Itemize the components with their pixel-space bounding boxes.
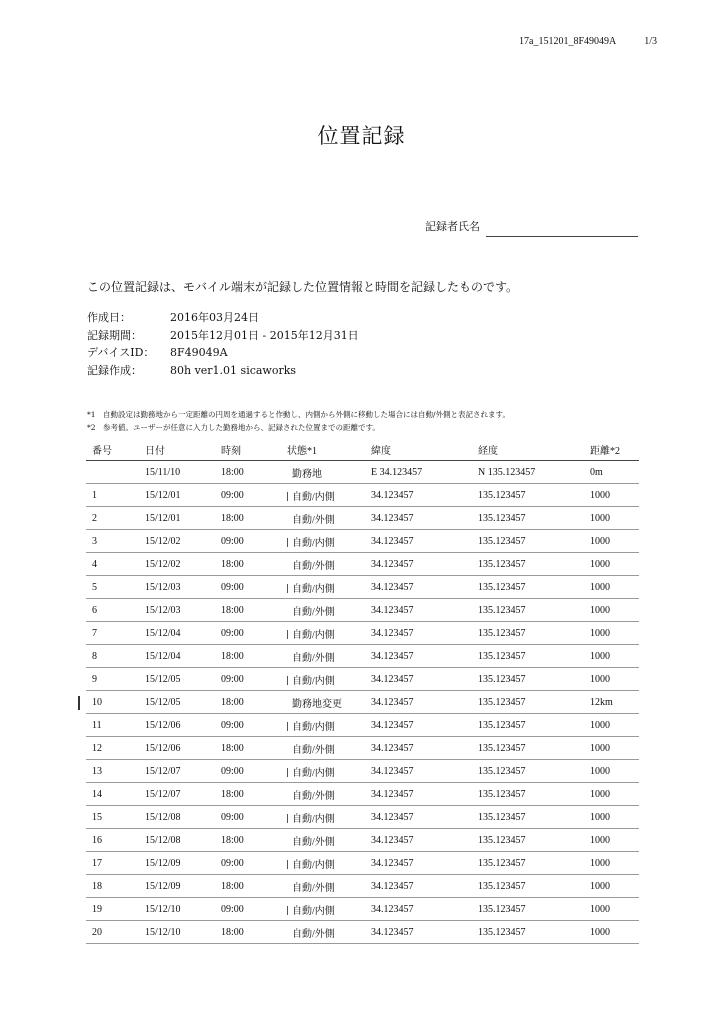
cell-longitude: 135.123457 xyxy=(478,599,590,622)
cell-date: 15/12/09 xyxy=(145,875,221,898)
table-row xyxy=(86,622,639,645)
cell-state xyxy=(287,576,371,599)
cell-date: 15/12/06 xyxy=(145,714,221,737)
footnotes xyxy=(87,408,510,434)
cell-latitude: 34.123457 xyxy=(371,576,478,599)
recorder-name-label: 記録者氏名 xyxy=(425,220,480,233)
cell-number: 14 xyxy=(86,783,145,806)
cell-date: 15/12/10 xyxy=(145,921,221,944)
col-header-state: 状態*1 xyxy=(287,438,371,461)
cell-distance: 1000 xyxy=(590,852,639,875)
cell-time: 09:00 xyxy=(221,530,287,553)
cell-date: 15/12/03 xyxy=(145,576,221,599)
state-text: 自動/内側 xyxy=(292,813,335,825)
cell-state xyxy=(287,691,371,714)
location-table xyxy=(86,438,639,944)
inside-marker xyxy=(287,722,288,731)
cell-latitude: 34.123457 xyxy=(371,645,478,668)
state-text: 自動/外側 xyxy=(292,606,335,618)
cell-number: 1 xyxy=(86,484,145,507)
cell-latitude: 34.123457 xyxy=(371,806,478,829)
cell-number: 19 xyxy=(86,898,145,921)
cell-longitude: 135.123457 xyxy=(478,875,590,898)
state-text: 自動/外側 xyxy=(292,882,335,894)
cell-distance: 1000 xyxy=(590,737,639,760)
meta-value: 2015年12月01日 - 2015年12月31日 xyxy=(170,328,359,342)
cell-number: 16 xyxy=(86,829,145,852)
cell-longitude: 135.123457 xyxy=(478,576,590,599)
cell-state xyxy=(287,553,371,576)
cell-time: 09:00 xyxy=(221,668,287,691)
table-row xyxy=(86,714,639,737)
cell-date: 15/12/02 xyxy=(145,530,221,553)
cell-date: 15/12/04 xyxy=(145,645,221,668)
cell-time: 09:00 xyxy=(221,714,287,737)
cell-date: 15/12/07 xyxy=(145,783,221,806)
table-row xyxy=(86,599,639,622)
file-id: 17a_151201_8F49049A xyxy=(519,36,616,47)
table-row xyxy=(86,921,639,944)
inside-marker xyxy=(287,584,288,593)
cell-state xyxy=(287,783,371,806)
cell-latitude: 34.123457 xyxy=(371,507,478,530)
state-text: 自動/内側 xyxy=(292,905,335,917)
cell-state xyxy=(287,806,371,829)
cell-longitude: 135.123457 xyxy=(478,553,590,576)
cell-state xyxy=(287,530,371,553)
cell-state xyxy=(287,668,371,691)
cell-latitude: 34.123457 xyxy=(371,921,478,944)
meta-value: 8F49049A xyxy=(170,346,228,359)
state-text: 自動/外側 xyxy=(292,836,335,848)
cell-number: 20 xyxy=(86,921,145,944)
table-row xyxy=(86,806,639,829)
table-row xyxy=(86,507,639,530)
cell-distance: 1000 xyxy=(590,576,639,599)
inside-marker xyxy=(287,538,288,547)
cell-date: 15/12/09 xyxy=(145,852,221,875)
table-row xyxy=(86,760,639,783)
inside-marker xyxy=(287,768,288,777)
state-text: 自動/内側 xyxy=(292,721,335,733)
state-text: 自動/内側 xyxy=(292,491,335,503)
cell-longitude: N 135.123457 xyxy=(478,461,590,484)
cell-state xyxy=(287,737,371,760)
cell-date: 15/12/03 xyxy=(145,599,221,622)
cell-latitude: 34.123457 xyxy=(371,898,478,921)
col-header-number: 番号 xyxy=(86,438,145,461)
state-text: 自動/外側 xyxy=(292,560,335,572)
meta-row-author xyxy=(87,362,359,380)
cell-state xyxy=(287,622,371,645)
cell-date: 15/12/02 xyxy=(145,553,221,576)
cell-longitude: 135.123457 xyxy=(478,645,590,668)
state-text: 自動/外側 xyxy=(292,744,335,756)
state-text: 勤務地変更 xyxy=(292,698,342,710)
cell-state xyxy=(287,921,371,944)
meta-row-device xyxy=(87,344,359,362)
table-row xyxy=(86,783,639,806)
cell-time: 18:00 xyxy=(221,737,287,760)
cell-state xyxy=(287,714,371,737)
meta-key: 記録期間： xyxy=(87,328,142,342)
cell-number: 4 xyxy=(86,553,145,576)
state-text: 自動/内側 xyxy=(292,583,335,595)
cell-latitude: 34.123457 xyxy=(371,760,478,783)
state-text: 自動/内側 xyxy=(292,767,335,779)
col-header-time: 時刻 xyxy=(221,438,287,461)
cell-number: 18 xyxy=(86,875,145,898)
cell-state xyxy=(287,875,371,898)
cell-time: 18:00 xyxy=(221,507,287,530)
footnote-2: *2 参考値。ユーザーが任意に入力した勤務地から、記録された位置までの距離です。 xyxy=(87,423,380,432)
cell-latitude: 34.123457 xyxy=(371,553,478,576)
cell-number: 12 xyxy=(86,737,145,760)
cell-longitude: 135.123457 xyxy=(478,484,590,507)
state-text: 自動/外側 xyxy=(292,790,335,802)
table-header-row xyxy=(86,438,639,461)
page-title: 位置記録 xyxy=(317,124,406,148)
cell-date: 15/12/01 xyxy=(145,507,221,530)
cell-latitude: 34.123457 xyxy=(371,875,478,898)
cell-latitude: 34.123457 xyxy=(371,714,478,737)
cell-latitude: 34.123457 xyxy=(371,852,478,875)
cell-longitude: 135.123457 xyxy=(478,622,590,645)
cell-state xyxy=(287,484,371,507)
table-row xyxy=(86,852,639,875)
cell-latitude: 34.123457 xyxy=(371,622,478,645)
cell-longitude: 135.123457 xyxy=(478,852,590,875)
cell-date: 15/12/05 xyxy=(145,691,221,714)
cell-distance: 1000 xyxy=(590,507,639,530)
cell-longitude: 135.123457 xyxy=(478,668,590,691)
cell-distance: 1000 xyxy=(590,484,639,507)
recorder-name-line xyxy=(486,236,638,237)
cell-date: 15/12/06 xyxy=(145,737,221,760)
cell-time: 09:00 xyxy=(221,484,287,507)
cell-date: 15/11/10 xyxy=(145,461,221,484)
cell-state xyxy=(287,461,371,484)
cell-number: 11 xyxy=(86,714,145,737)
cell-state xyxy=(287,599,371,622)
inside-marker xyxy=(287,676,288,685)
table-row xyxy=(86,737,639,760)
col-header-longitude: 経度 xyxy=(478,438,590,461)
cell-number: 9 xyxy=(86,668,145,691)
cell-time: 09:00 xyxy=(221,806,287,829)
cell-longitude: 135.123457 xyxy=(478,806,590,829)
table-row xyxy=(86,668,639,691)
cell-latitude: 34.123457 xyxy=(371,484,478,507)
col-header-latitude: 緯度 xyxy=(371,438,478,461)
state-text: 自動/内側 xyxy=(292,537,335,549)
footnote-1: *1 自動設定は勤務地から一定距離の円周を通過すると作動し、内側から外側に移動した場合には自動/外側と表記されます。 xyxy=(87,410,510,419)
cell-time: 09:00 xyxy=(221,898,287,921)
cell-longitude: 135.123457 xyxy=(478,714,590,737)
meta-row-created xyxy=(87,309,359,327)
cell-number: 6 xyxy=(86,599,145,622)
state-text: 自動/外側 xyxy=(292,928,335,940)
inside-marker xyxy=(287,492,288,501)
cell-time: 18:00 xyxy=(221,829,287,852)
table-row xyxy=(86,898,639,921)
cell-latitude: 34.123457 xyxy=(371,530,478,553)
cell-time: 09:00 xyxy=(221,852,287,875)
table-row xyxy=(86,645,639,668)
col-header-distance: 距離*2 xyxy=(590,438,639,461)
cell-number: 10 xyxy=(86,691,145,714)
cell-distance: 0m xyxy=(590,461,639,484)
cell-state xyxy=(287,645,371,668)
cell-number: 15 xyxy=(86,806,145,829)
cell-state xyxy=(287,852,371,875)
cell-longitude: 135.123457 xyxy=(478,737,590,760)
page-number: 1/3 xyxy=(644,36,657,47)
table-body xyxy=(86,461,639,944)
meta-value: 80h ver1.01 sicaworks xyxy=(170,363,297,377)
cell-time: 18:00 xyxy=(221,599,287,622)
cell-state xyxy=(287,760,371,783)
cell-distance: 1000 xyxy=(590,875,639,898)
state-text: 勤務地 xyxy=(292,468,322,480)
cell-number: 7 xyxy=(86,622,145,645)
state-text: 自動/外側 xyxy=(292,514,335,526)
table-row xyxy=(86,461,639,484)
col-header-date: 日付 xyxy=(145,438,221,461)
cell-date: 15/12/08 xyxy=(145,806,221,829)
cell-longitude: 135.123457 xyxy=(478,829,590,852)
table-row xyxy=(86,553,639,576)
meta-key: 記録作成： xyxy=(87,363,142,377)
cell-number: 17 xyxy=(86,852,145,875)
meta-block xyxy=(87,309,359,379)
meta-row-period xyxy=(87,327,359,345)
cell-longitude: 135.123457 xyxy=(478,507,590,530)
cell-latitude: 34.123457 xyxy=(371,783,478,806)
state-text: 自動/内側 xyxy=(292,859,335,871)
cell-state xyxy=(287,507,371,530)
table-row xyxy=(86,829,639,852)
cell-distance: 1000 xyxy=(590,599,639,622)
cell-longitude: 135.123457 xyxy=(478,760,590,783)
state-text: 自動/内側 xyxy=(292,629,335,641)
cell-number: 5 xyxy=(86,576,145,599)
table-row xyxy=(86,875,639,898)
cell-state xyxy=(287,898,371,921)
cell-date: 15/12/10 xyxy=(145,898,221,921)
inside-marker xyxy=(287,814,288,823)
cell-distance: 1000 xyxy=(590,898,639,921)
cell-longitude: 135.123457 xyxy=(478,691,590,714)
cell-latitude: E 34.123457 xyxy=(371,461,478,484)
cell-distance: 12km xyxy=(590,691,639,714)
cell-time: 18:00 xyxy=(221,875,287,898)
intro-text: この位置記録は、モバイル端末が記録した位置情報と時間を記録したものです。 xyxy=(87,280,519,294)
cell-time: 18:00 xyxy=(221,921,287,944)
cell-date: 15/12/08 xyxy=(145,829,221,852)
cell-date: 15/12/04 xyxy=(145,622,221,645)
cell-distance: 1000 xyxy=(590,806,639,829)
cell-number: 13 xyxy=(86,760,145,783)
cell-number: 3 xyxy=(86,530,145,553)
table-row xyxy=(86,530,639,553)
cell-longitude: 135.123457 xyxy=(478,783,590,806)
cell-distance: 1000 xyxy=(590,645,639,668)
inside-marker xyxy=(287,860,288,869)
cell-time: 09:00 xyxy=(221,576,287,599)
cell-distance: 1000 xyxy=(590,714,639,737)
cell-time: 18:00 xyxy=(221,783,287,806)
cell-date: 15/12/01 xyxy=(145,484,221,507)
cell-number: 2 xyxy=(86,507,145,530)
cell-latitude: 34.123457 xyxy=(371,668,478,691)
inside-marker xyxy=(287,630,288,639)
cell-longitude: 135.123457 xyxy=(478,530,590,553)
cell-latitude: 34.123457 xyxy=(371,599,478,622)
cell-distance: 1000 xyxy=(590,622,639,645)
meta-value: 2016年03月24日 xyxy=(170,311,259,324)
cell-time: 18:00 xyxy=(221,645,287,668)
cell-distance: 1000 xyxy=(590,530,639,553)
cell-time: 18:00 xyxy=(221,461,287,484)
table-row xyxy=(86,576,639,599)
cell-date: 15/12/07 xyxy=(145,760,221,783)
state-text: 自動/外側 xyxy=(292,652,335,664)
margin-mark xyxy=(78,696,80,710)
state-text: 自動/内側 xyxy=(292,675,335,687)
cell-number xyxy=(86,461,145,484)
cell-longitude: 135.123457 xyxy=(478,921,590,944)
meta-key: 作成日： xyxy=(87,311,131,324)
cell-number: 8 xyxy=(86,645,145,668)
cell-distance: 1000 xyxy=(590,921,639,944)
cell-time: 09:00 xyxy=(221,622,287,645)
cell-time: 18:00 xyxy=(221,553,287,576)
cell-latitude: 34.123457 xyxy=(371,691,478,714)
cell-date: 15/12/05 xyxy=(145,668,221,691)
cell-time: 18:00 xyxy=(221,691,287,714)
page-header xyxy=(493,36,657,47)
cell-distance: 1000 xyxy=(590,829,639,852)
cell-distance: 1000 xyxy=(590,553,639,576)
meta-key: デバイスID： xyxy=(87,346,155,359)
cell-distance: 1000 xyxy=(590,760,639,783)
cell-latitude: 34.123457 xyxy=(371,829,478,852)
cell-distance: 1000 xyxy=(590,668,639,691)
table-row xyxy=(86,484,639,507)
table-row xyxy=(86,691,639,714)
cell-time: 09:00 xyxy=(221,760,287,783)
cell-distance: 1000 xyxy=(590,783,639,806)
cell-latitude: 34.123457 xyxy=(371,737,478,760)
cell-state xyxy=(287,829,371,852)
inside-marker xyxy=(287,906,288,915)
cell-longitude: 135.123457 xyxy=(478,898,590,921)
